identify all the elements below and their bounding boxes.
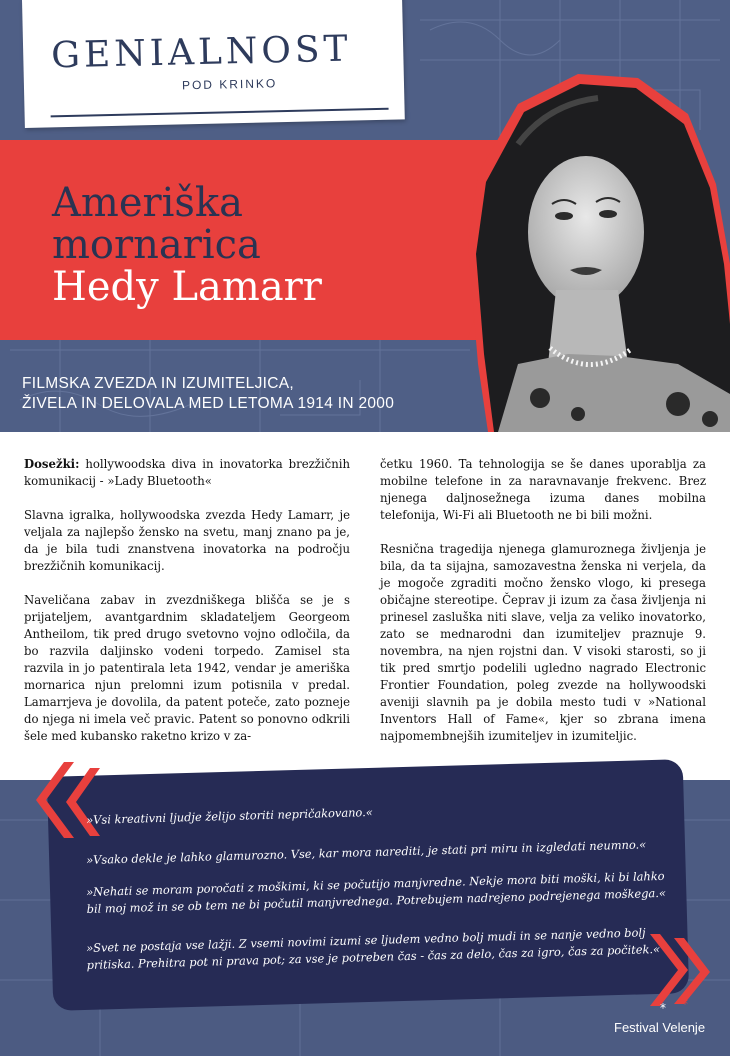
legacy-paragraph: Resnična tragedija njenega glamuroznega življenja je bila, da ta sijajna, samozavestna ženska ni verjela, da je mogoče zgraditi močno žensko vlogo, ki presega običajne stereotipe. Čeprav ji izum za časa življenja ni prinesel zasluška niti slave, velja za veliko inovatorko, zato se mednarodni dan izumiteljev praznuje 9. novembra, na njen rojstni dan. V visoki starosti, so ji tik pred smrtjo podelili ugledno nagrado Electronic Frontier Foundation, poleg zvezde na hollywoodski aveniji slavnih pa je dobila mesto tudi v »National Inventors Hall of Fame«, kjer so zbrana imena najpomembnejših izumiteljev in izumiteljic. — [380, 542, 706, 743]
quote-3: »Nehati se moram poročati z moškimi, ki se počutijo manjvredne. Nekje mora biti moški, ki bi lahko bil moj mož in se ob tem ne bi počutil manjvrednega. Potrebujem nadrejeno podrejenega moškega.« — [86, 868, 666, 916]
brand-title: GENIALNOST — [50, 28, 353, 77]
star-icon — [658, 998, 698, 1016]
brand-subtitle: POD KRINKO — [181, 76, 278, 93]
brand-divider — [51, 108, 389, 118]
hero-section — [0, 0, 730, 432]
svg-text:*: * — [682, 998, 688, 1011]
heading-name: Hedy Lamarr — [52, 264, 322, 310]
heading-line-2: mornarica — [52, 222, 261, 268]
subtitle-line-1: FILMSKA ZVEZDA IN IZUMITELJICA, — [22, 375, 294, 392]
history-paragraph-part2: četku 1960. Ta tehnologija se še danes uporablja za mobilne telefone in za naravnavanje frekvenc. Brez njenega daljnosežnega izuma danes mobilna telefonija, Wi-Fi ali Bluetooth ne bi bili možni. — [380, 457, 706, 522]
portrait-photo — [448, 64, 730, 432]
article-section — [0, 432, 730, 780]
subtitle-line-2: ŽIVELA IN DELOVALA MED LETOMA 1914 IN 2000 — [22, 395, 395, 412]
article-column-right — [380, 456, 706, 762]
subtitle — [22, 374, 394, 414]
svg-text:*: * — [660, 1001, 666, 1015]
achievements-paragraph — [24, 456, 350, 490]
quote-2: »Vsako dekle je lahko glamurozno. Vse, kar mora narediti, je stati pri miru in izgledati neumno.« — [86, 837, 647, 867]
title-card — [22, 0, 405, 128]
quote-1: »Vsi kreativni ljudje želijo storiti nepričakovano.« — [86, 804, 373, 827]
achievements-label: Dosežki: — [24, 457, 80, 471]
intro-paragraph: Slavna igralka, hollywoodska zvezda Hedy Lamarr, je veljala za najlepšo žensko na svetu, manj znano pa je, da je bila tudi znanstvena inovatorka na področju brezžičnih komunikacij. — [24, 508, 350, 573]
festival-logo: Festival Velenje — [614, 1020, 706, 1035]
article-column-left — [24, 456, 350, 762]
heading-line-1: Ameriška — [52, 180, 244, 226]
achievements-text: hollywoodska diva in inovatorka brezžičnih komunikacij - »Lady Bluetooth« — [24, 457, 350, 488]
history-paragraph-part1: Naveličana zabav in zvezdniškega blišča se je s prijateljem, avantgardnim skladateljem Georgeom Antheilom, tik pred drugo svetovno vojno odločila, da bo razvila daljinsko vodeni torpedo. Zamisel sta razvila in jo patentirala leta 1942, vendar je ameriška mornarica njun prelomni izum potisnila v predal. Lamarrjeva je dovolila, da patent poteče, zato pozneje do njega ni imela več pravic. Patent so ponovno odkrili šele med kubansko raketno krizo v za- — [24, 593, 350, 743]
quote-4: »Svet ne postaja vse lažji. Z vsemi novimi izumi se ljudem vedno bolj mudi in se nanje vedno bolj pritiska. Prehitra pot ni prava pot; za vse je potreben čas - čas za delo, čas za igro, čas za počitek.« — [86, 925, 661, 972]
page-heading — [52, 182, 472, 308]
close-quote-icon — [650, 934, 722, 1006]
